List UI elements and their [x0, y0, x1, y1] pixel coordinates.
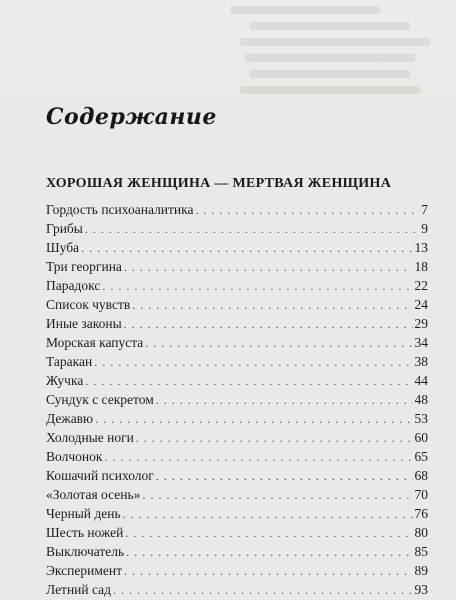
- toc-entry: [46, 371, 428, 390]
- toc-entry: [46, 409, 428, 428]
- toc-entry-page: 68: [414, 468, 428, 483]
- dot-leader: [85, 372, 412, 391]
- toc-entry-page: 76: [414, 506, 428, 521]
- toc-entry-title: Жучка: [46, 373, 84, 388]
- toc-entry-page: 38: [414, 354, 428, 369]
- toc-entry: [46, 276, 428, 295]
- toc-entry-title: Шесть ножей: [46, 525, 124, 540]
- dot-leader: [124, 562, 413, 581]
- toc-entry-page: 9: [421, 221, 428, 236]
- dot-leader: [124, 258, 413, 277]
- toc-entry: [46, 485, 428, 504]
- toc-entry-page: 29: [414, 316, 428, 331]
- dot-leader: [95, 410, 412, 429]
- toc-entry: [46, 447, 428, 466]
- toc-entry-title: Таракан: [46, 354, 93, 369]
- dot-leader: [126, 543, 412, 562]
- page-title: Содержание: [46, 104, 217, 130]
- toc-entry: [46, 333, 428, 352]
- toc-entry-title: Гордость психоаналитика: [46, 202, 194, 217]
- dot-leader: [142, 486, 412, 505]
- toc-entry: [46, 561, 428, 580]
- dot-leader: [113, 581, 412, 600]
- section-title: ХОРОШАЯ ЖЕНЩИНА — МЕРТВАЯ ЖЕНЩИНА: [46, 176, 392, 191]
- dot-leader: [156, 467, 413, 486]
- toc-entry-page: 34: [414, 335, 428, 350]
- dot-leader: [104, 448, 412, 467]
- toc-entry: [46, 504, 428, 523]
- toc-entry-title: Сундук с секретом: [46, 392, 154, 407]
- toc-entry-title: Эксперимент: [46, 563, 122, 578]
- toc-entry-title: Шуба: [46, 240, 80, 255]
- toc-entry-title: Летний сад: [46, 582, 112, 597]
- toc-entry-page: 22: [414, 278, 428, 293]
- toc-entry-title: Грибы: [46, 221, 83, 236]
- toc-entry: [46, 466, 428, 485]
- toc-entry-page: 44: [414, 373, 428, 388]
- toc-entry-title: Дежавю: [46, 411, 94, 426]
- toc-entry: [46, 542, 428, 561]
- toc-entry-title: Выключатель: [46, 544, 125, 559]
- toc-entry: [46, 580, 428, 599]
- toc-entry-title: Иные законы: [46, 316, 122, 331]
- dot-leader: [85, 220, 419, 239]
- dot-leader: [132, 296, 412, 315]
- toc-entry-title: Три георгина: [46, 259, 122, 274]
- toc-entry-title: Кошачий психолог: [46, 468, 154, 483]
- toc-entry: [46, 295, 428, 314]
- toc-entry: [46, 352, 428, 371]
- toc-entry-title: Парадокс: [46, 278, 101, 293]
- toc-entry-title: Список чувств: [46, 297, 131, 312]
- toc-entry: [46, 257, 428, 276]
- toc-entry: [46, 219, 428, 238]
- toc-entry-page: 7: [421, 202, 428, 217]
- dot-leader: [125, 524, 412, 543]
- toc-entry-title: Холодные ноги: [46, 430, 134, 445]
- toc-entry-page: 93: [414, 582, 428, 597]
- toc-entry-page: 65: [414, 449, 428, 464]
- toc-entry: [46, 523, 428, 542]
- show-through-from-previous-page: [0, 0, 456, 112]
- toc-entry-title: «Золотая осень»: [46, 487, 141, 502]
- table-of-contents: [46, 200, 428, 599]
- dot-leader: [145, 334, 412, 353]
- toc-entry-page: 48: [414, 392, 428, 407]
- dot-leader: [196, 201, 420, 220]
- toc-entry-page: 60: [414, 430, 428, 445]
- dot-leader: [102, 277, 412, 296]
- toc-entry-page: 53: [414, 411, 428, 426]
- dot-leader: [94, 353, 412, 372]
- toc-entry: [46, 428, 428, 447]
- toc-entry-page: 80: [414, 525, 428, 540]
- dot-leader: [123, 505, 413, 524]
- toc-entry-title: Морская капуста: [46, 335, 144, 350]
- toc-entry: [46, 390, 428, 409]
- toc-entry-page: 24: [414, 297, 428, 312]
- toc-entry-title: Черный день: [46, 506, 121, 521]
- toc-entry-page: 18: [414, 259, 428, 274]
- toc-entry-page: 85: [414, 544, 428, 559]
- dot-leader: [124, 315, 413, 334]
- dot-leader: [81, 239, 412, 258]
- toc-entry-page: 13: [414, 240, 428, 255]
- dot-leader: [136, 429, 413, 448]
- toc-entry: [46, 314, 428, 333]
- toc-entry: [46, 238, 428, 257]
- toc-entry-title: Волчонок: [46, 449, 103, 464]
- toc-entry: [46, 200, 428, 219]
- toc-entry-page: 89: [414, 563, 428, 578]
- dot-leader: [156, 391, 413, 410]
- toc-entry-page: 70: [414, 487, 428, 502]
